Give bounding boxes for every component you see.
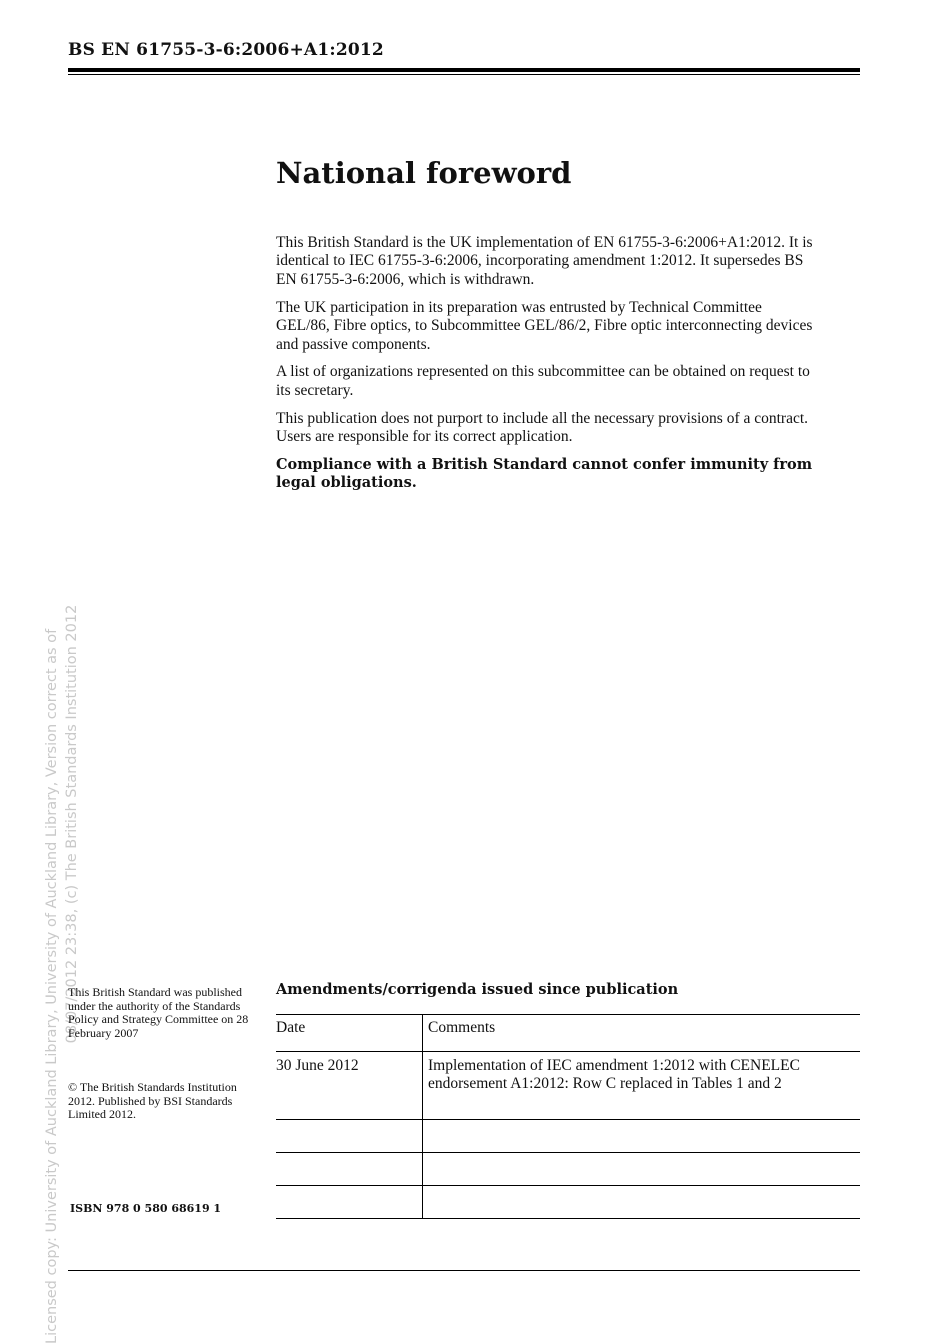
foreword-body (276, 234, 816, 502)
empty-cell (276, 1186, 423, 1219)
compliance-statement: Compliance with a British Standard cannot confer immunity from legal obligations. (276, 456, 813, 492)
amendments-table (276, 1014, 860, 1219)
column-header-date: Date (276, 1015, 423, 1052)
empty-cell (423, 1186, 861, 1219)
amendment-comments: Implementation of IEC amendment 1:2012 with CENELEC endorsement A1:2012: Row C replaced in Tables 1 and 2 (423, 1052, 861, 1120)
empty-cell (276, 1153, 423, 1186)
table-row-empty (276, 1153, 860, 1186)
empty-cell (423, 1153, 861, 1186)
table-row-empty (276, 1186, 860, 1219)
paragraph-organizations: A list of organizations represented on this subcommittee can be obtained on request to its secretary. (276, 363, 810, 399)
watermark-line-2: 08/07/2012 23:38, (c) The British Standards Institution 2012 (64, 604, 80, 1044)
table-row-empty (276, 1120, 860, 1153)
header-rule-thin (68, 74, 860, 75)
column-header-comments: Comments (423, 1015, 861, 1052)
watermark-line-1: Licensed copy: University of Auckland Library, University of Auckland Library, Version correct as of (44, 628, 60, 1344)
isbn: ISBN 978 0 580 68619 1 (70, 1202, 222, 1215)
copyright-note: © The British Standards Institution 2012. Published by BSI Standards Limited 2012. (68, 1080, 237, 1122)
publication-note: This British Standard was published under the authority of the Standards Policy and Strategy Committee on 28 February 2007 (68, 985, 249, 1040)
paragraph-implementation: This British Standard is the UK implementation of EN 61755-3-6:2006+A1:2012. It is identical to IEC 61755-3-6:2006, incorporating amendment 1:2012. It supersedes BS EN 61755-3-6:2006, which is withdrawn. (276, 234, 813, 288)
empty-cell (423, 1120, 861, 1153)
footer-rule (68, 1270, 860, 1271)
header-rule-thick (68, 68, 860, 72)
table-row (276, 1052, 860, 1120)
empty-cell (276, 1120, 423, 1153)
license-watermark (42, 304, 82, 1344)
amendment-date: 30 June 2012 (276, 1052, 423, 1120)
amendments-title: Amendments/corrigenda issued since publication (276, 981, 679, 998)
paragraph-participation: The UK participation in its preparation was entrusted by Technical Committee GEL/86, Fibre optics, to Subcommittee GEL/86/2, Fibre optic interconnecting devices and passive components. (276, 298, 813, 353)
page-title: National foreword (276, 156, 572, 190)
table-header-row (276, 1015, 860, 1052)
document-id-header: BS EN 61755-3-6:2006+A1:2012 (68, 40, 384, 60)
paragraph-contract: This publication does not purport to include all the necessary provisions of a contract. Users are responsible for its correct application. (276, 409, 809, 446)
